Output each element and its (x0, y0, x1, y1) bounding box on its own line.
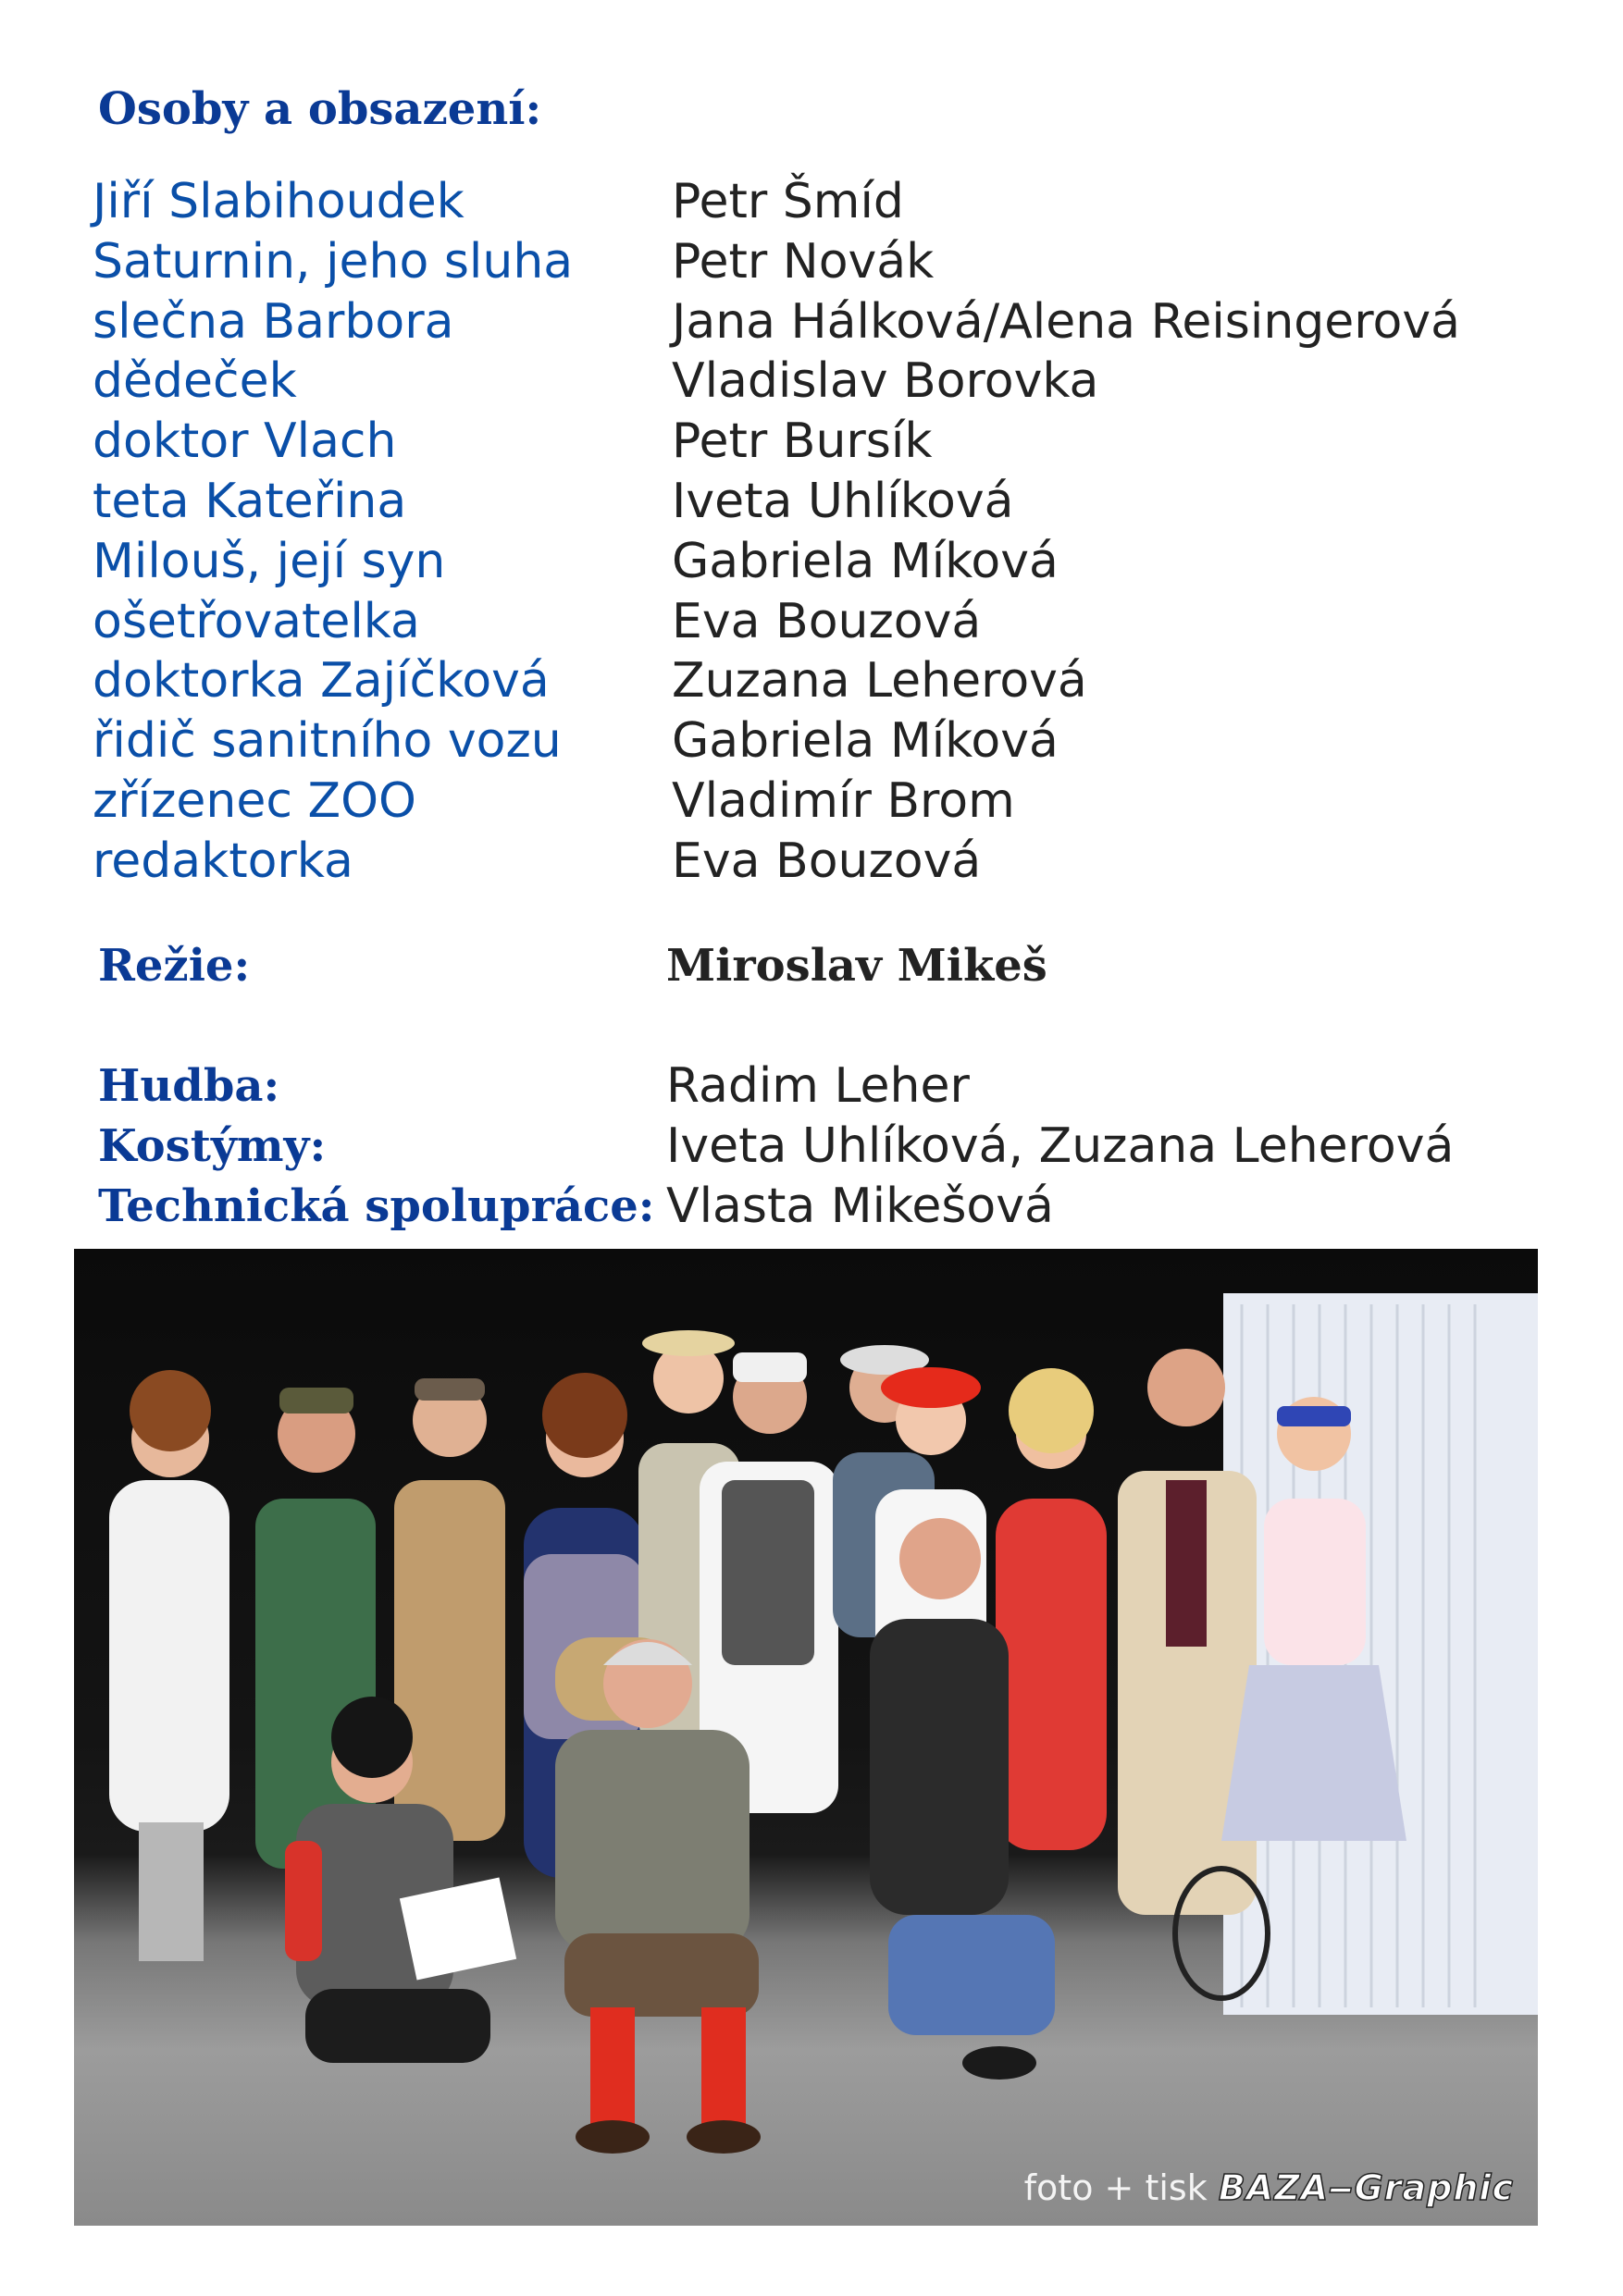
cast-row (93, 172, 1536, 232)
cast-actor: Eva Bouzová (672, 593, 982, 649)
technical-name: Vlasta Mikešová (666, 1179, 1054, 1234)
cast-role: teta Kateřina (93, 473, 407, 529)
cast-role: zřízenec ZOO (93, 772, 416, 829)
cast-group-photo (74, 1249, 1538, 2226)
cast-role: dědeček (93, 353, 297, 410)
technical-heading: Technická spolupráce: (98, 1180, 655, 1232)
cast-actor: Petr Bursík (672, 414, 933, 470)
cast-row (93, 832, 1536, 892)
cast-row (93, 352, 1536, 412)
cast-row (93, 232, 1536, 292)
cast-role: doktorka Zajíčková (93, 653, 550, 710)
cast-row (93, 651, 1536, 711)
cast-row (93, 711, 1536, 772)
costumes-heading: Kostýmy: (98, 1120, 327, 1172)
cast-role: Milouš, její syn (93, 533, 446, 589)
cast-heading: Osoby a obsazení: (98, 83, 542, 135)
directing-heading: Režie: (98, 940, 251, 992)
cast-role: slečna Barbora (93, 293, 454, 350)
cast-actor: Petr Šmíd (672, 174, 904, 229)
cast-actor: Jana Hálková/Alena Reisingerová (672, 293, 1460, 350)
cast-role: doktor Vlach (93, 414, 397, 470)
photo-credit-text: foto + tisk (1023, 2167, 1208, 2208)
cast-row (93, 532, 1536, 592)
cast-role: řidič sanitního vozu (93, 713, 562, 770)
cast-list (93, 172, 1536, 892)
cast-actor: Gabriela Míková (672, 713, 1059, 770)
music-name: Radim Leher (666, 1058, 970, 1114)
photo-brand-logo: BAZA‒Graphic (1218, 2167, 1514, 2208)
cast-actor: Petr Novák (672, 233, 935, 290)
cast-row (93, 292, 1536, 352)
cast-row (93, 772, 1536, 832)
costumes-names: Iveta Uhlíková, Zuzana Leherová (666, 1118, 1455, 1174)
cast-role: ošetřovatelka (93, 593, 420, 649)
director-name: Miroslav Mikeš (666, 940, 1047, 992)
group-photo-illustration (74, 1249, 1538, 2226)
music-heading: Hudba: (98, 1060, 280, 1112)
cast-actor: Gabriela Míková (672, 533, 1059, 589)
cast-actor: Eva Bouzová (672, 833, 982, 889)
cast-row (93, 592, 1536, 652)
cast-role: Jiří Slabihoudek (93, 174, 465, 229)
cast-actor: Vladislav Borovka (672, 353, 1099, 410)
cast-role: Saturnin, jeho sluha (93, 233, 574, 290)
photo-credit (1024, 2166, 1514, 2209)
cast-role: redaktorka (93, 833, 353, 889)
cast-actor: Vladimír Brom (672, 772, 1015, 829)
cast-actor: Iveta Uhlíková (672, 473, 1014, 529)
cast-row (93, 472, 1536, 532)
cast-actor: Zuzana Leherová (672, 653, 1087, 710)
cast-row (93, 412, 1536, 472)
